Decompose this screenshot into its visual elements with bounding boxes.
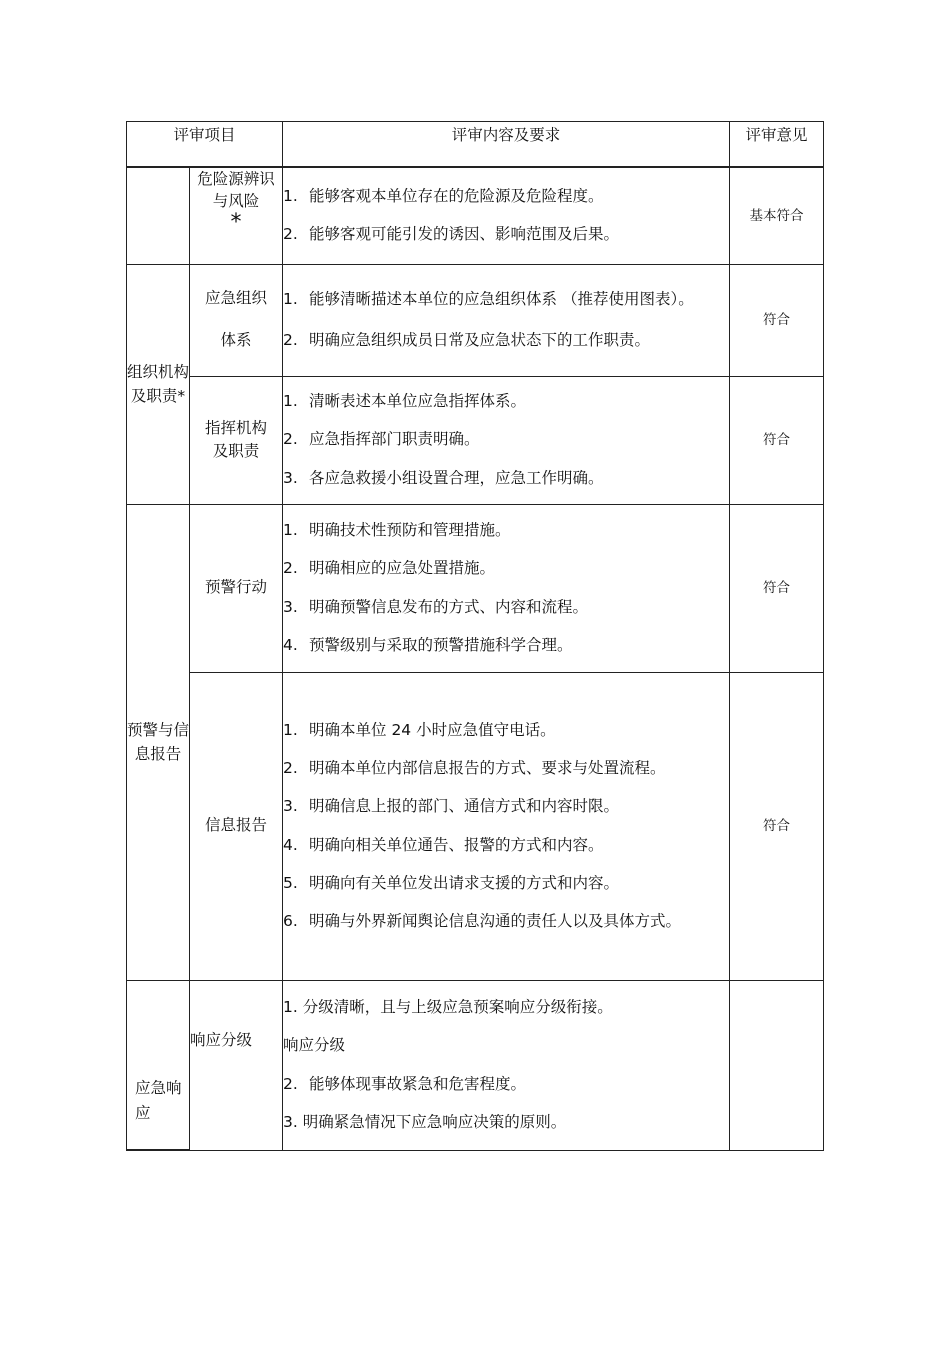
table-row — [127, 504, 824, 672]
opinion-cell — [730, 980, 824, 1150]
list-item: 1. 清晰表述本单位应急指挥体系。 — [283, 392, 527, 411]
table-row — [127, 264, 824, 376]
list-item: 1. 分级清晰，且与上级应急预案响应分级衔接。 — [283, 998, 613, 1016]
content-cell — [283, 504, 730, 672]
list-item: 1. 明确本单位 24 小时应急值守电话。 — [283, 720, 556, 739]
review-table — [126, 121, 824, 1151]
list-item: 2. 明确相应的应急处置措施。 — [283, 559, 496, 578]
table-row — [127, 167, 824, 264]
subitem-cell: 指挥机构及职责 — [190, 376, 283, 504]
header-review-content: 评审内容及要求 — [283, 122, 730, 168]
list-item: 1. 能够清晰描述本单位的应急组织体系 （推荐使用图表）。 — [283, 289, 694, 308]
subitem-cell: 预警行动 — [190, 504, 283, 672]
content-cell — [283, 980, 730, 1150]
category-cell: 预警与信息报告 — [127, 504, 190, 980]
list-item: 1. 明确技术性预防和管理措施。 — [283, 521, 511, 539]
subitem-cell: 响应分级 — [190, 980, 283, 1150]
list-item: 4. 明确向相关单位通告、报警的方式和内容。 — [283, 835, 604, 854]
category-cell: 组织机构及职责* — [127, 264, 190, 504]
list-item: 4. 预警级别与采取的预警措施科学合理。 — [283, 635, 573, 654]
subitem-cell — [190, 264, 283, 376]
list-item: 2. 能够体现事故紧急和危害程度。 — [283, 1074, 527, 1093]
list-item: 3. 明确预警信息发布的方式、内容和流程。 — [283, 597, 589, 616]
subitem-cell — [190, 167, 283, 264]
list-item: 2. 明确应急组织成员日常及应急状态下的工作职责。 — [283, 331, 651, 349]
header-row — [127, 122, 824, 168]
required-mark: * — [230, 209, 242, 235]
subitem-label: 体系 — [220, 331, 252, 349]
opinion-cell: 符合 — [730, 264, 824, 376]
subitem-cell: 信息报告 — [190, 672, 283, 980]
list-item: 3. 明确信息上报的部门、通信方式和内容时限。 — [283, 797, 620, 816]
table-row — [127, 980, 824, 1150]
list-item: 3. 明确紧急情况下应急响应决策的原则。 — [283, 1112, 567, 1131]
header-review-item: 评审项目 — [127, 122, 283, 168]
opinion-cell: 符合 — [730, 672, 824, 980]
list-item: 2. 明确本单位内部信息报告的方式、要求与处置流程。 — [283, 759, 666, 777]
list-item: 5. 明确向有关单位发出请求支援的方式和内容。 — [283, 873, 620, 892]
list-item: 1. 能够客观本单位存在的危险源及危险程度。 — [283, 187, 604, 205]
content-cell — [283, 264, 730, 376]
header-review-opinion: 评审意见 — [730, 122, 824, 168]
list-item: 3. 各应急救援小组设置合理，应急工作明确。 — [283, 468, 604, 487]
list-item: 响应分级 — [283, 1036, 346, 1055]
table-row — [127, 672, 824, 980]
subitem-label: 危险源辨识与风险 — [197, 170, 275, 211]
opinion-cell: 符合 — [730, 376, 824, 504]
list-item: 2. 应急指挥部门职责明确。 — [283, 430, 480, 449]
category-cell — [127, 167, 190, 264]
content-cell — [283, 167, 730, 264]
opinion-cell: 基本符合 — [730, 167, 824, 264]
list-item: 2. 能够客观可能引发的诱因、影响范围及后果。 — [283, 225, 620, 244]
content-cell — [283, 376, 730, 504]
list-item: 6. 明确与外界新闻舆论信息沟通的责任人以及具体方式。 — [283, 912, 682, 930]
content-cell — [283, 672, 730, 980]
opinion-cell: 符合 — [730, 504, 824, 672]
table-row — [127, 376, 824, 504]
subitem-label: 应急组织 — [205, 289, 268, 308]
category-cell: 应急响应 — [127, 980, 190, 1150]
